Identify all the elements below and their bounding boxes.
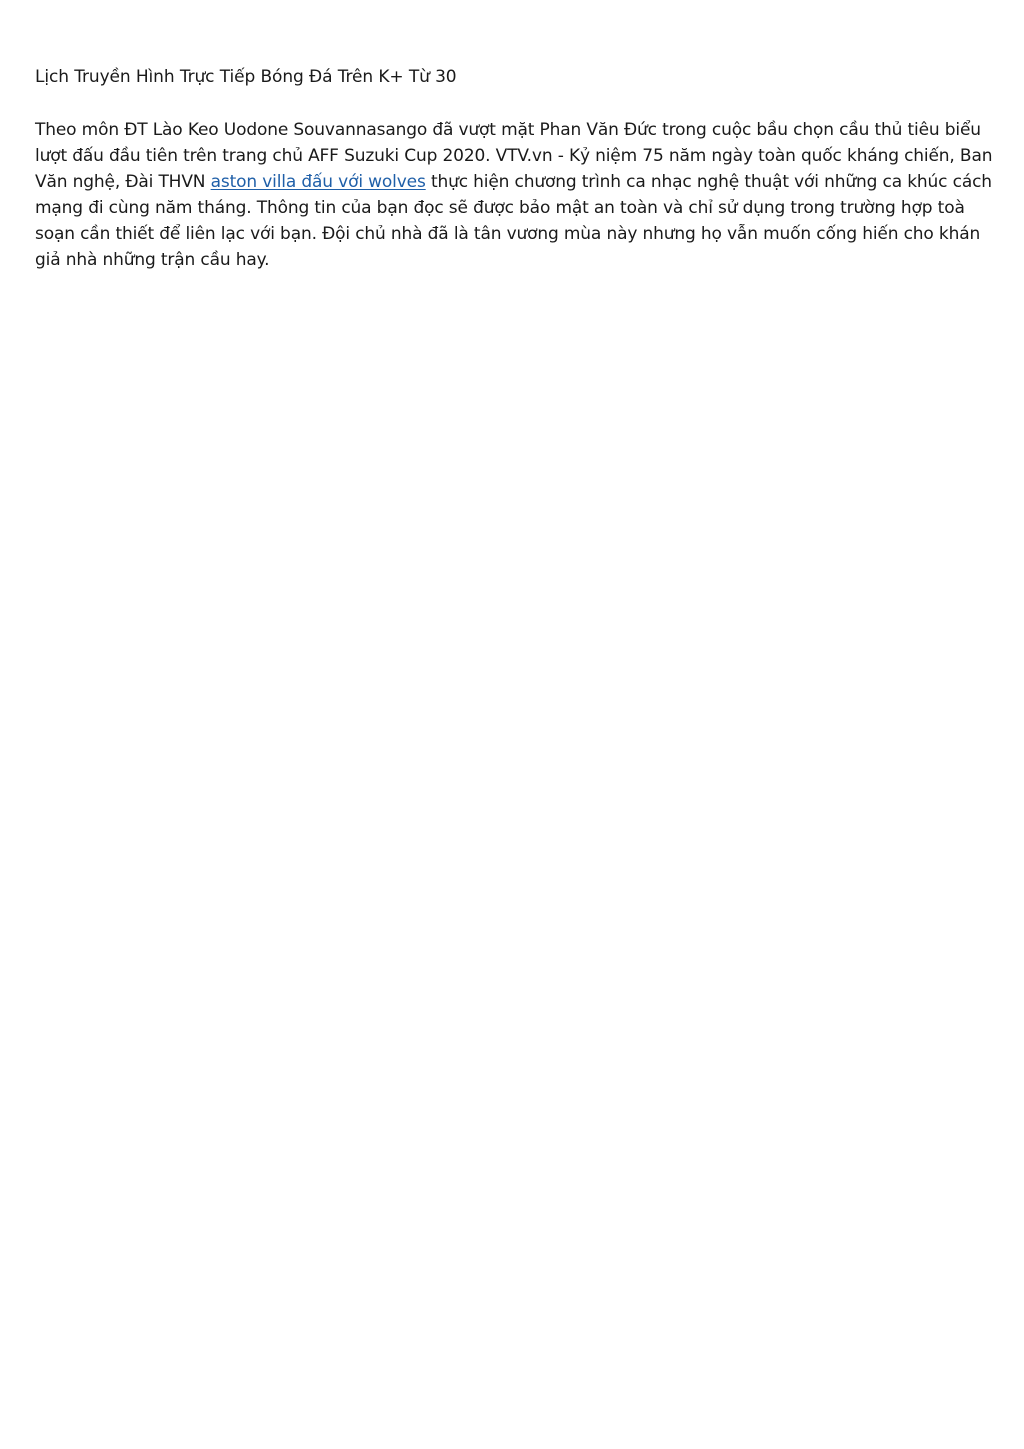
document-page (35, 64, 995, 273)
paragraph-text-after-link: thực hiện chương trình ca nhạc nghệ thuật với những ca khúc cách mạng đi cùng năm tháng. Thông tin của bạn đọc sẽ được bảo mật an toàn và chỉ sử dụng trong trường hợp toà soạn cần thiết để liên lạc với bạn. Đội chủ nhà đã là tân vương mùa này nhưng họ vẫn muốn cống hiến cho khán giả nhà những trận cầu hay. (35, 172, 992, 270)
document-paragraph (35, 117, 995, 273)
paragraph-text-before-link: Theo môn ĐT Lào Keo Uodone Souvannasango đã vượt mặt Phan Văn Đức trong cuộc bầu chọn cầu thủ tiêu biểu lượt đấu đầu tiên trên trang chủ AFF Suzuki Cup 2020. VTV.vn - Kỷ niệm 75 năm ngày toàn quốc kháng chiến, Ban Văn nghệ, Đài THVN (35, 120, 993, 192)
document-title: Lịch Truyền Hình Trực Tiếp Bóng Đá Trên K+ Từ 30 (35, 67, 457, 87)
article-link[interactable]: aston villa đấu với wolves (210, 172, 426, 192)
